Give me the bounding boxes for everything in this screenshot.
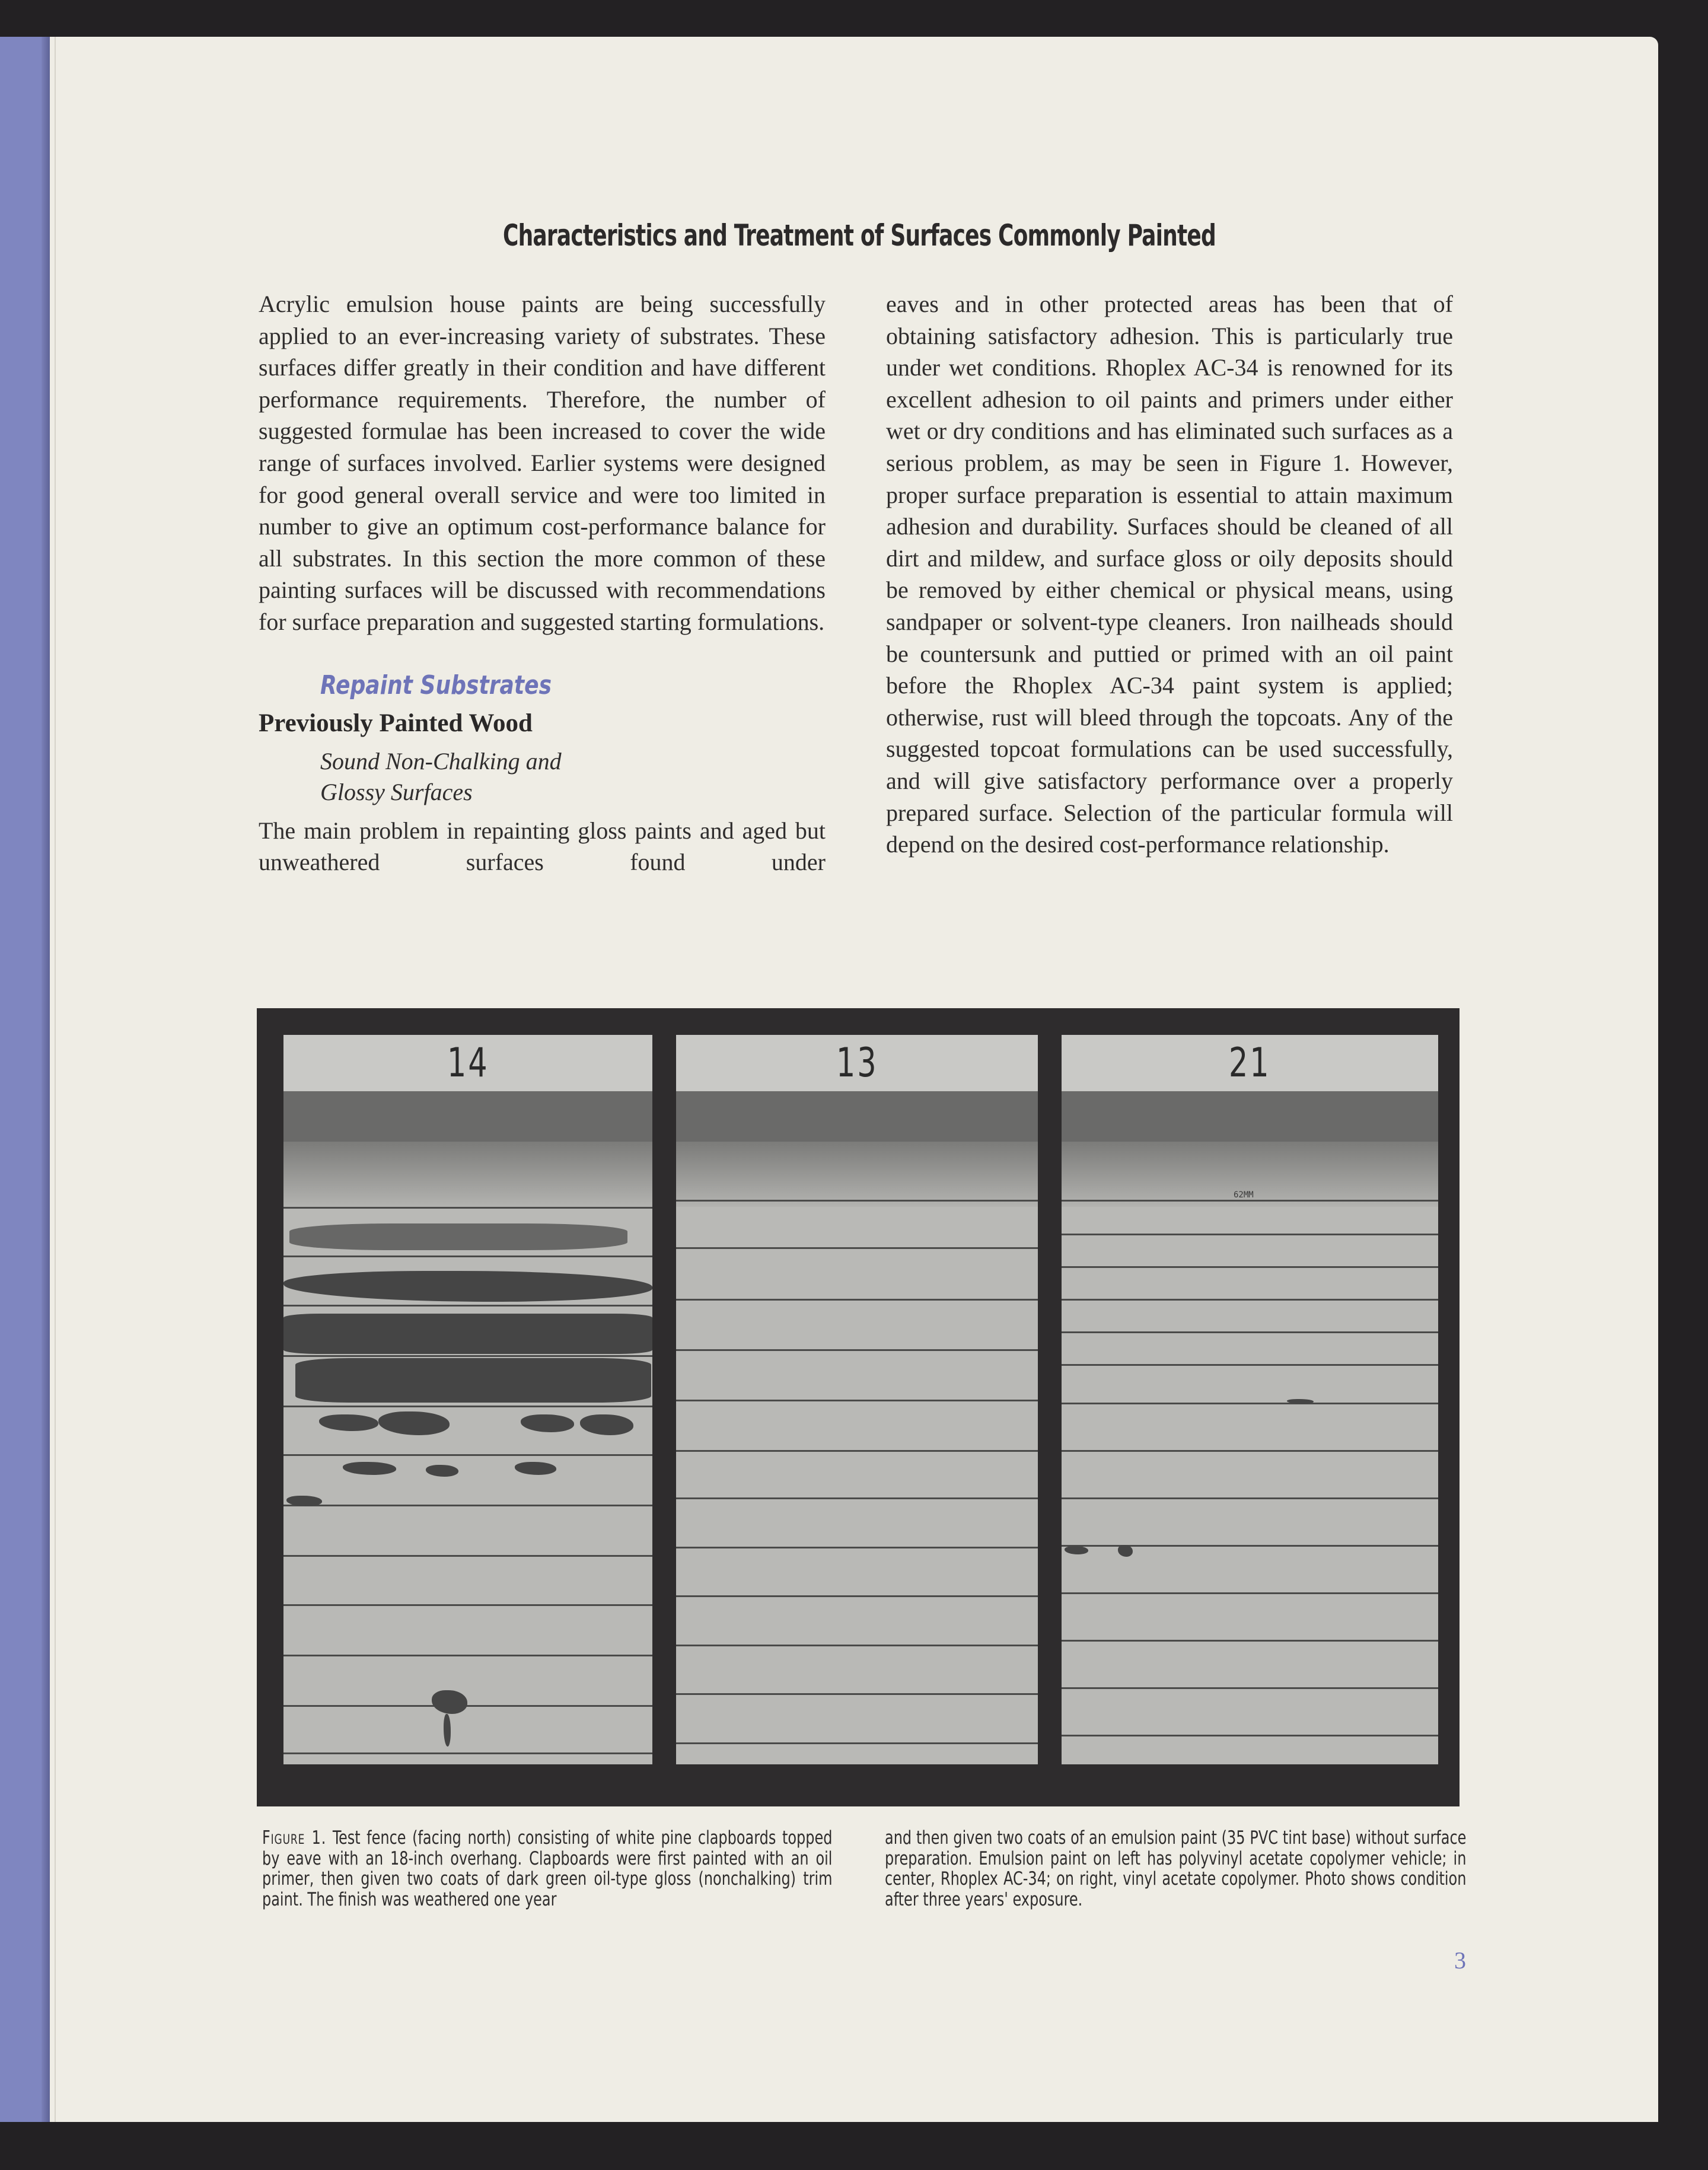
panel-number: 21: [1229, 1040, 1271, 1086]
italic-subheading-line-2: Glossy Surfaces: [320, 778, 473, 805]
panel-number: 13: [836, 1040, 878, 1086]
peeling-patch: [283, 1271, 652, 1302]
fence-panel-21: [1062, 1035, 1438, 1764]
fence-panel-13: [676, 1035, 1038, 1764]
peeling-patch: [295, 1358, 651, 1403]
italic-subheading-line-1: Sound Non-Chalking and: [320, 747, 562, 775]
peeling-patch: [580, 1414, 633, 1435]
eave-shadow: [283, 1091, 652, 1142]
page-title: Characteristics and Treatment of Surfaces Commonly Painted: [503, 218, 1216, 253]
peeling-patch: [426, 1465, 458, 1477]
blue-cover-edge: [0, 37, 46, 2122]
peeling-patch: [521, 1414, 574, 1432]
cover-shadow: [42, 37, 50, 2122]
peeling-patch: [1065, 1546, 1088, 1554]
body-paragraph-continued: eaves and in other protected areas has been that of obtaining satisfactory adhesion. This is particularly true under wet conditions. Rhoplex AC-34 is renowned for its excellent adhesion to oil paints and primers under either wet or dry conditions and has eliminated such surfaces as a serious problem, as may be seen in Figure 1. However, proper surface preparation is essential to attain maximum adhesion and durability. Surfaces should be cleaned of all dirt and mildew, and surface gloss or oily deposits should be removed by either chemical or physical means, using sandpaper or solvent-type cleaners. Iron nailheads should be countersunk and puttied or primed with an oil paint before the Rhoplex AC-34 paint system is applied; otherwise, rust will bleed through the topcoats. Any of the suggested topcoat formulations can be used successfully, and will give satisfactory performance over a properly prepared surface. Selection of the particular formula will depend on the desired cost-performance relationship.: [886, 291, 1453, 858]
page-number: 3: [1454, 1947, 1466, 1974]
peeling-patch: [1118, 1545, 1133, 1557]
left-column: [259, 288, 826, 878]
caption-text-left: Test fence (facing north) consisting of white pine clapboards topped by eave with an 18-inch overhang. Clapboards were first painted with an oil primer, then given two coats of dark green oil-type gloss (nonchalking) trim paint. The finish was weathered one year: [262, 1827, 833, 1910]
peeling-patch: [432, 1690, 467, 1714]
page-spine: [55, 37, 56, 2122]
section-heading: Repaint Substrates: [320, 670, 552, 700]
peeling-patch: [378, 1411, 450, 1435]
figure-label: Figure 1.: [262, 1827, 327, 1849]
sub-heading: Previously Painted Wood: [259, 709, 533, 737]
italic-subheading: [320, 746, 826, 808]
figure-caption-left: [262, 1828, 832, 1910]
right-column: [886, 288, 1453, 861]
peeling-patch: [343, 1462, 396, 1475]
body-paragraph-start: The main problem in repainting gloss paints and aged but unweathered surfaces found under: [259, 817, 826, 876]
figure-caption-right: and then given two coats of an emulsion paint (35 PVC tint base) without surface preparation. Emulsion paint on left has polyvinyl acetate copolymer vehicle; in center, Rhoplex AC-34; on right, vinyl acetate copolymer. Photo shows condition after three years' exposure.: [885, 1827, 1467, 1910]
figure-1-photo: [257, 1008, 1460, 1806]
intro-paragraph: Acrylic emulsion house paints are being successfully applied to an ever-increasing variety of substrates. These surfaces differ greatly in their condition and have different performance requirements. Therefore, the number of suggested formulae has been increased to cover the wide range of surfaces involved. Earlier systems were designed for good general overall service and were too limited in number to give an optimum cost-performance balance for all substrates. In this section the more common of these painting surfaces will be discussed with recommendations for surface preparation and suggested starting formulations.: [259, 291, 826, 635]
stencil-mark: 62MM: [1234, 1190, 1254, 1200]
eave-shadow: [1062, 1091, 1438, 1142]
peeling-patch: [289, 1223, 627, 1250]
fence-panel-14: [283, 1035, 652, 1764]
panel-number: 14: [447, 1040, 489, 1086]
eave-shadow: [676, 1091, 1038, 1142]
peeling-patch: [283, 1314, 652, 1354]
peeling-patch: [444, 1714, 451, 1747]
peeling-patch: [515, 1462, 556, 1475]
peeling-patch: [319, 1414, 378, 1431]
